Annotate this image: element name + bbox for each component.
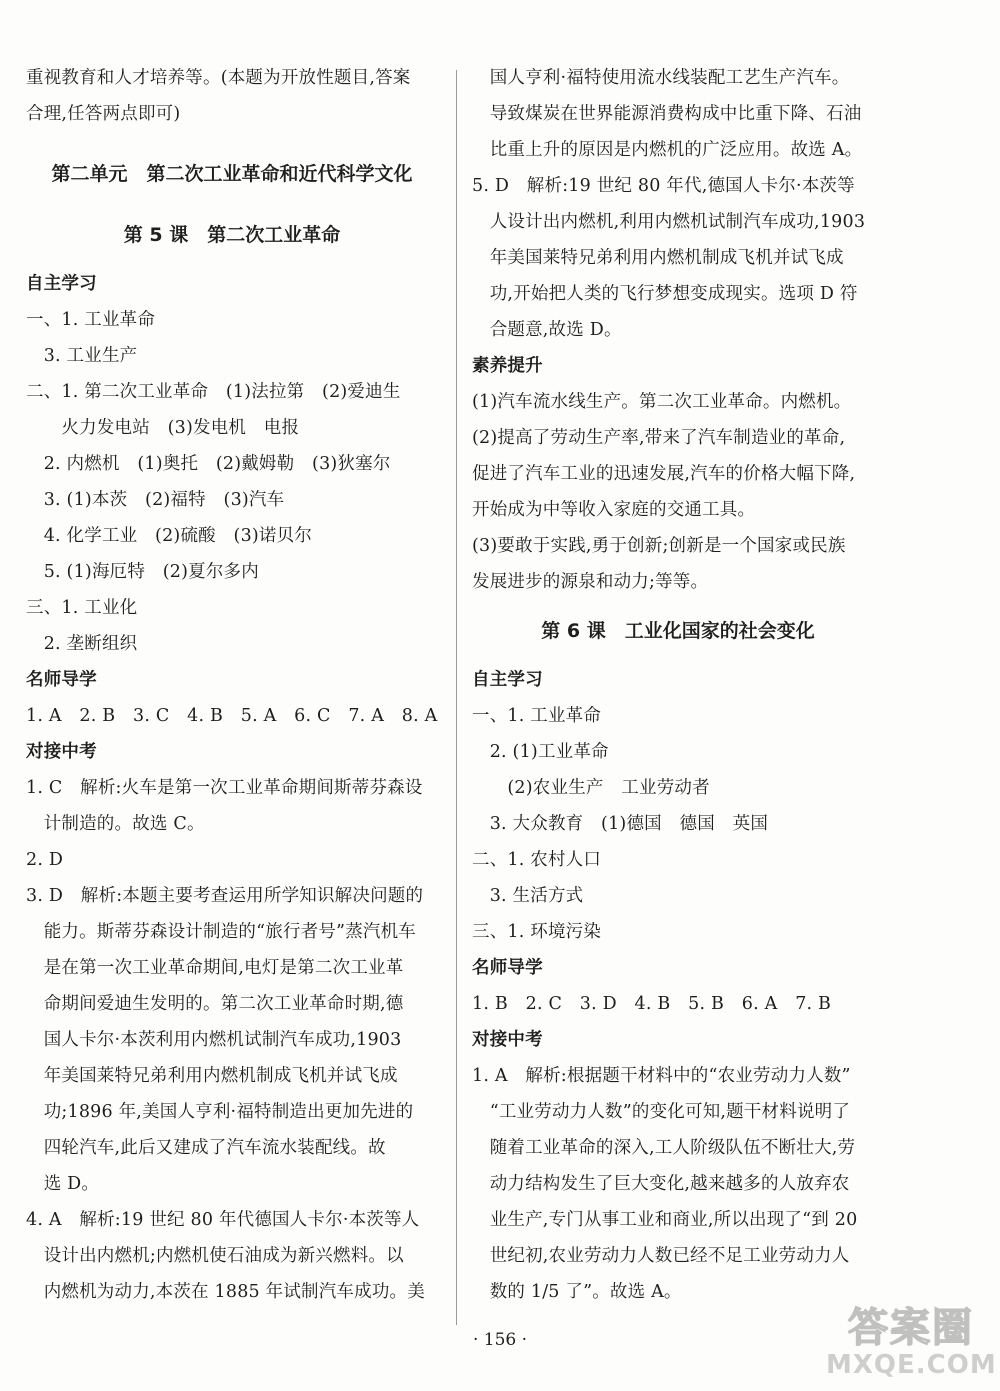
text-line: 能力。斯蒂芬森设计制造的“旅行者号”蒸汽机车 xyxy=(26,922,416,942)
text-line: 设计出内燃机;内燃机使石油成为新兴燃料。以 xyxy=(26,1246,404,1266)
text-line: 三、1. 工业化 xyxy=(26,598,138,618)
watermark-site: MXQE.COM xyxy=(826,1350,997,1380)
text-line: 2. D xyxy=(26,850,64,870)
text-line: 年美国莱特兄弟利用内燃机制成飞机并试飞成 xyxy=(26,1066,398,1086)
text-line: 3. 大众教育 (1)德国 德国 英国 xyxy=(472,814,769,834)
text-line: 4. A 解析:19 世纪 80 年代德国人卡尔·本茨等人 xyxy=(26,1210,420,1230)
left-column xyxy=(26,60,438,1310)
column-divider xyxy=(456,70,457,1325)
unit-title: 第二单元 第二次工业革命和近代科学文化 xyxy=(51,163,413,185)
text-line: 导致煤炭在世界能源消费构成中比重下降、石油 xyxy=(472,104,862,124)
text-line: 5. D 解析:19 世纪 80 年代,德国人卡尔·本茨等 xyxy=(472,176,855,196)
text-line: 火力发电站 (3)发电机 电报 xyxy=(26,418,300,438)
text-line: 动力结构发生了巨大变化,越来越多的人放弃农 xyxy=(472,1174,850,1194)
text-line: 业生产,专门从事工业和商业,所以出现了“到 20 xyxy=(472,1210,858,1230)
text-line: 3. 工业生产 xyxy=(26,346,138,366)
text-line: 3. (1)本茨 (2)福特 (3)汽车 xyxy=(26,490,285,510)
text-line: 合题意,故选 D。 xyxy=(472,320,622,340)
text-line: 随着工业革命的深入,工人阶级队伍不断壮大,劳 xyxy=(472,1138,856,1158)
text-line: 功,开始把人类的飞行梦想变成现实。选项 D 符 xyxy=(472,284,858,304)
right-column xyxy=(472,60,884,1310)
page-number: · 156 · xyxy=(472,1330,528,1350)
text-line: 2. (1)工业革命 xyxy=(472,742,609,762)
text-line: 四轮汽车,此后又建成了汽车流水装配线。故 xyxy=(26,1138,386,1158)
text-line: 功;1896 年,美国人亨利·福特制造出更加先进的 xyxy=(26,1102,414,1122)
text-line: 选 D。 xyxy=(26,1174,100,1194)
text-line: 促进了汽车工业的迅速发展,汽车的价格大幅下降, xyxy=(472,464,856,484)
text-line: 2. 内燃机 (1)奥托 (2)戴姆勒 (3)狄塞尔 xyxy=(26,454,391,474)
text-line: (2)提高了劳动生产率,带来了汽车制造业的革命, xyxy=(472,428,846,448)
text-line: (3)要敢于实践,勇于创新;创新是一个国家或民族 xyxy=(472,536,846,556)
section-heading: 自主学习 xyxy=(472,670,543,690)
text-line: 国人卡尔·本茨利用内燃机试制汽车成功,1903 xyxy=(26,1030,402,1050)
text-line: 世纪初,农业劳动力人数已经不足工业劳动力人 xyxy=(472,1246,850,1266)
section-heading: 对接中考 xyxy=(26,742,97,762)
text-line: 1. A 2. B 3. C 4. B 5. A 6. C 7. A 8. A xyxy=(26,706,438,726)
text-line: 数的 1/5 了”。故选 A。 xyxy=(472,1282,682,1302)
lesson-title: 第 6 课 工业化国家的社会变化 xyxy=(541,620,815,642)
section-heading: 自主学习 xyxy=(26,274,97,294)
section-heading: 名师导学 xyxy=(26,670,97,690)
text-line: 1. B 2. C 3. D 4. B 5. B 6. A 7. B xyxy=(472,994,832,1014)
section-heading: 对接中考 xyxy=(472,1030,543,1050)
text-line: 二、1. 农村人口 xyxy=(472,850,602,870)
text-line: 合理,任答两点即可) xyxy=(26,104,181,124)
text-line: 内燃机为动力,本茨在 1885 年试制汽车成功。美 xyxy=(26,1282,425,1302)
text-line: 重视教育和人才培养等。(本题为开放性题目,答案 xyxy=(26,68,411,88)
text-line: 2. 垄断组织 xyxy=(26,634,138,654)
text-line: 年美国莱特兄弟利用内燃机制成飞机并试飞成 xyxy=(472,248,844,268)
watermark-title: 答案圈 xyxy=(848,1305,974,1351)
text-line: 命期间爱迪生发明的。第二次工业革命时期,德 xyxy=(26,994,404,1014)
text-line: 是在第一次工业革命期间,电灯是第二次工业革 xyxy=(26,958,404,978)
text-line: 5. (1)海厄特 (2)夏尔多内 xyxy=(26,562,259,582)
text-line: 1. A 解析:根据题干材料中的“农业劳动力人数” xyxy=(472,1066,851,1086)
text-line: 比重上升的原因是内燃机的广泛应用。故选 A。 xyxy=(472,140,863,160)
text-line: “工业劳动力人数”的变化可知,题干材料说明了 xyxy=(472,1102,851,1122)
text-line: 计制造的。故选 C。 xyxy=(26,814,205,834)
text-line: 3. D 解析:本题主要考查运用所学知识解决问题的 xyxy=(26,886,424,906)
text-line: 二、1. 第二次工业革命 (1)法拉第 (2)爱迪生 xyxy=(26,382,401,402)
text-line: 4. 化学工业 (2)硫酸 (3)诺贝尔 xyxy=(26,526,313,546)
text-line: 开始成为中等收入家庭的交通工具。 xyxy=(472,500,756,520)
text-line: 发展进步的源泉和动力;等等。 xyxy=(472,572,709,592)
text-line: 1. C 解析:火车是第一次工业革命期间斯蒂芬森设 xyxy=(26,778,423,798)
text-line: 三、1. 环境污染 xyxy=(472,922,602,942)
text-line: 3. 生活方式 xyxy=(472,886,584,906)
text-line: 人设计出内燃机,利用内燃机试制汽车成功,1903 xyxy=(472,212,866,232)
section-heading: 名师导学 xyxy=(472,958,543,978)
text-line: 一、1. 工业革命 xyxy=(472,706,602,726)
text-line: (1)汽车流水线生产。第二次工业革命。内燃机。 xyxy=(472,392,852,412)
text-line: 国人亨利·福特使用流水线装配工艺生产汽车。 xyxy=(472,68,850,88)
text-line: 一、1. 工业革命 xyxy=(26,310,156,330)
watermark-logo xyxy=(826,1296,996,1388)
lesson-title: 第 5 课 第二次工业革命 xyxy=(123,224,341,246)
text-line: (2)农业生产 工业劳动者 xyxy=(472,778,710,798)
section-heading: 素养提升 xyxy=(472,356,543,376)
